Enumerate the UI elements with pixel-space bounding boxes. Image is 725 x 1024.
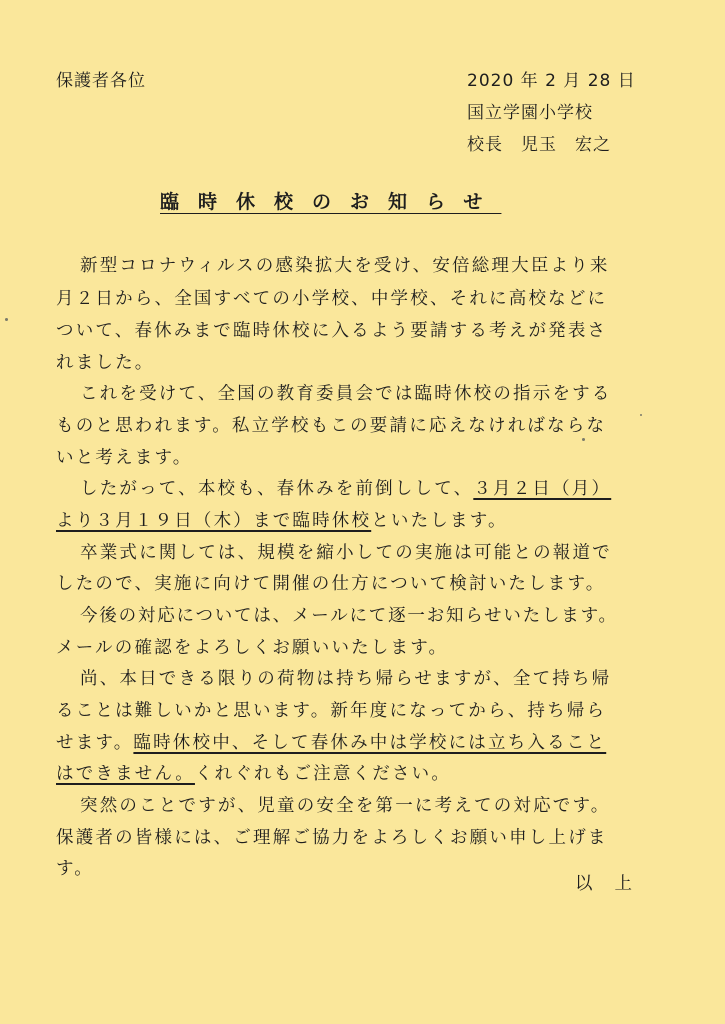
body-text: くれぐれもご注意ください。 — [194, 764, 452, 784]
body-line: ものと思われます。私立学校もこの要請に応えなければならな — [56, 416, 607, 436]
body-line: れました。 — [56, 353, 155, 373]
body-line: これを受けて、全国の教育委員会では臨時休校の指示をする — [80, 384, 612, 404]
body-line: ついて、春休みまで臨時休校に入るよう要請する考えが発表さ — [56, 321, 608, 341]
school-name: 国立学園小学校 — [467, 103, 593, 123]
body-line: 保護者の皆様には、ご理解ご協力をよろしくお願い申し上げま — [56, 828, 608, 848]
body-text: といたします。 — [371, 511, 508, 531]
body-line: ることは難しいかと思います。新年度になってから、持ち帰ら — [56, 701, 607, 721]
body-text: したがって、本校も、春休みを前倒しして、 — [80, 479, 474, 499]
body-line — [80, 478, 700, 500]
body-line: 今後の対応については、メールにて逐一お知らせいたします。 — [80, 606, 618, 626]
no-entry-notice: はできません。 — [56, 764, 195, 784]
body-line — [56, 763, 676, 785]
date-line: 2020 年 2 月 28 日 — [467, 71, 636, 91]
body-line — [56, 732, 676, 754]
body-line: メールの確認をよろしくお願いいたします。 — [56, 638, 449, 658]
scan-speck — [582, 438, 585, 441]
scan-speck — [640, 414, 642, 416]
body-line: 尚、本日できる限りの荷物は持ち帰らせますが、全て持ち帰 — [80, 669, 612, 689]
body-line: 卒業式に関しては、規模を縮小しての実施は可能との報道で — [80, 543, 612, 563]
body-line: 新型コロナウィルスの感染拡大を受け、安倍総理大臣より来 — [80, 256, 610, 276]
scan-speck — [5, 318, 8, 321]
body-text: せます。 — [56, 733, 134, 753]
body-line — [56, 510, 676, 532]
body-line: 突然のことですが、児童の安全を第一に考えての対応です。 — [80, 796, 611, 816]
body-line: したので、実施に向けて開催の仕方について検討いたします。 — [56, 574, 606, 594]
body-line: 月２日から、全国すべての小学校、中学校、それに高校などに — [56, 289, 608, 309]
closure-start-date: ３月２日（月） — [473, 479, 612, 499]
closure-end-date: より３月１９日（木）まで臨時休校 — [56, 511, 372, 531]
notice-title: 臨時休校のお知らせ — [160, 191, 502, 213]
recipient-line: 保護者各位 — [56, 71, 146, 91]
no-entry-notice: 臨時休校中、そして春休み中は学校には立ち入ること — [133, 733, 607, 753]
principal-name: 校長 児玉 宏之 — [467, 135, 611, 155]
body-line: す。 — [56, 859, 94, 879]
body-line: いと考えます。 — [56, 448, 193, 468]
closing-mark: 以上 — [575, 874, 654, 894]
